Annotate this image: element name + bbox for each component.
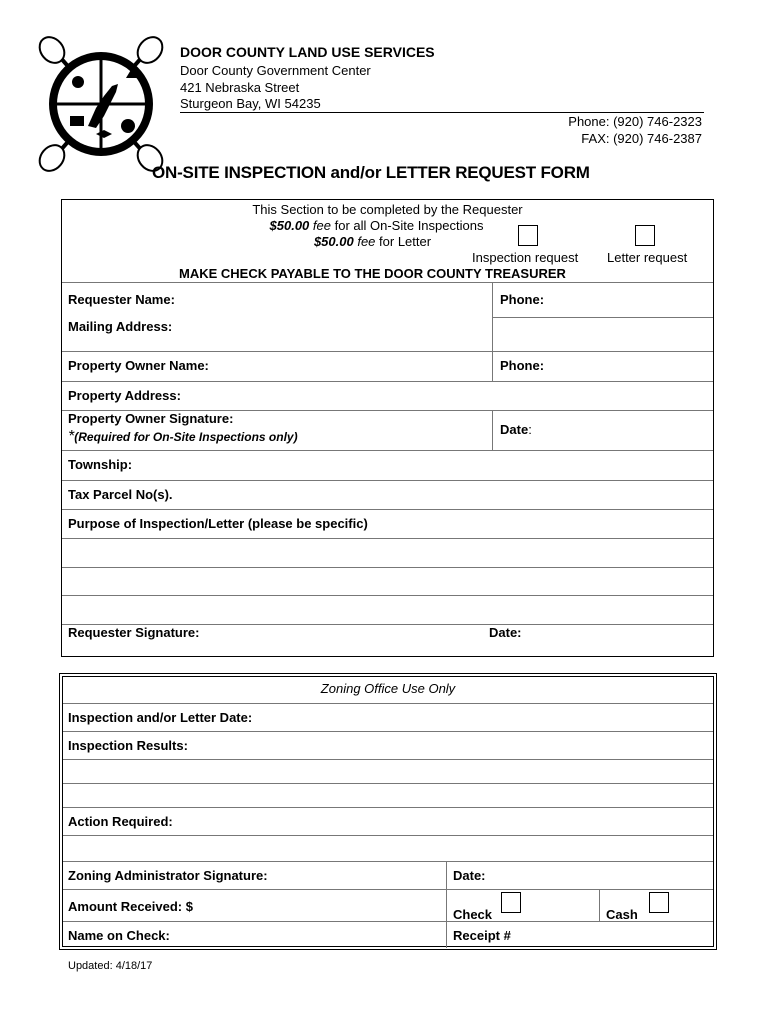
updated-date: Updated: 4/18/17 [68, 960, 153, 972]
phone-number: Phone: (920) 746-2323 [568, 114, 702, 129]
amount-received-label: Amount Received: $ [68, 899, 193, 914]
required-note [68, 428, 298, 446]
letter-request-label: Letter request [607, 250, 688, 265]
admin-signature-label: Zoning Administrator Signature: [68, 868, 268, 883]
letter-request-checkbox[interactable] [635, 225, 655, 246]
requester-date-label: Date: [489, 625, 522, 640]
property-owner-name-label: Property Owner Name: [68, 358, 209, 373]
address-line-2: 421 Nebraska Street [180, 80, 300, 95]
requester-name-label: Requester Name: [68, 292, 175, 307]
office-use-section [62, 676, 714, 947]
fee-word: fee [312, 218, 331, 233]
admin-date-label: Date: [453, 868, 486, 883]
owner-phone-label: Phone: [500, 358, 545, 373]
requester-section [61, 199, 714, 657]
fee-letter-line [32, 234, 713, 249]
receipt-number-label: Receipt # [453, 928, 511, 943]
requester-intro: This Section to be completed by the Requester [252, 202, 523, 217]
fee-inspection-rest: for all On-Site Inspections [334, 218, 484, 233]
address-line-1: Door County Government Center [180, 63, 371, 78]
inspection-results-label: Inspection Results: [68, 738, 188, 753]
office-use-heading: Zoning Office Use Only [320, 681, 456, 696]
inspection-date-label: Inspection and/or Letter Date: [68, 710, 253, 725]
fee-word: fee [357, 234, 376, 249]
date-text: Date [500, 422, 529, 437]
fax-number: FAX: (920) 746-2387 [581, 131, 702, 146]
inspection-request-checkbox[interactable] [518, 225, 538, 246]
date-colon: : [528, 422, 532, 437]
name-on-check-label: Name on Check: [68, 928, 170, 943]
requester-signature-label: Requester Signature: [68, 625, 200, 640]
payable-notice: MAKE CHECK PAYABLE TO THE DOOR COUNTY TREASURER [179, 266, 566, 281]
fee-letter-rest: for Letter [379, 234, 432, 249]
owner-signature-date-label [500, 422, 532, 437]
inspection-request-label: Inspection request [472, 250, 579, 265]
owner-signature-label: Property Owner Signature: [68, 411, 234, 426]
action-required-label: Action Required: [68, 814, 173, 829]
cash-checkbox[interactable] [649, 892, 669, 913]
purpose-label: Purpose of Inspection/Letter (please be specific) [68, 516, 368, 531]
check-checkbox[interactable] [501, 892, 521, 913]
cash-label: Cash [606, 907, 638, 922]
required-note-text: (Required for On-Site Inspections only) [74, 430, 298, 444]
requester-phone-label: Phone: [500, 292, 545, 307]
tax-parcel-label: Tax Parcel No(s). [68, 487, 173, 502]
form-title: ON-SITE INSPECTION and/or LETTER REQUEST FORM [152, 163, 590, 182]
fee-inspection-amount: $50.00 [269, 218, 310, 233]
fee-letter-amount: $50.00 [313, 234, 354, 249]
door-county-seal-logo [38, 34, 164, 174]
property-address-label: Property Address: [68, 388, 181, 403]
mailing-address-label: Mailing Address: [68, 319, 173, 334]
organization-name: DOOR COUNTY LAND USE SERVICES [180, 44, 435, 60]
check-label: Check [453, 907, 493, 922]
header-divider [180, 112, 704, 113]
asterisk: * [68, 428, 75, 445]
fee-inspection-line [40, 218, 713, 233]
township-label: Township: [68, 457, 133, 472]
address-line-3: Sturgeon Bay, WI 54235 [180, 96, 321, 111]
